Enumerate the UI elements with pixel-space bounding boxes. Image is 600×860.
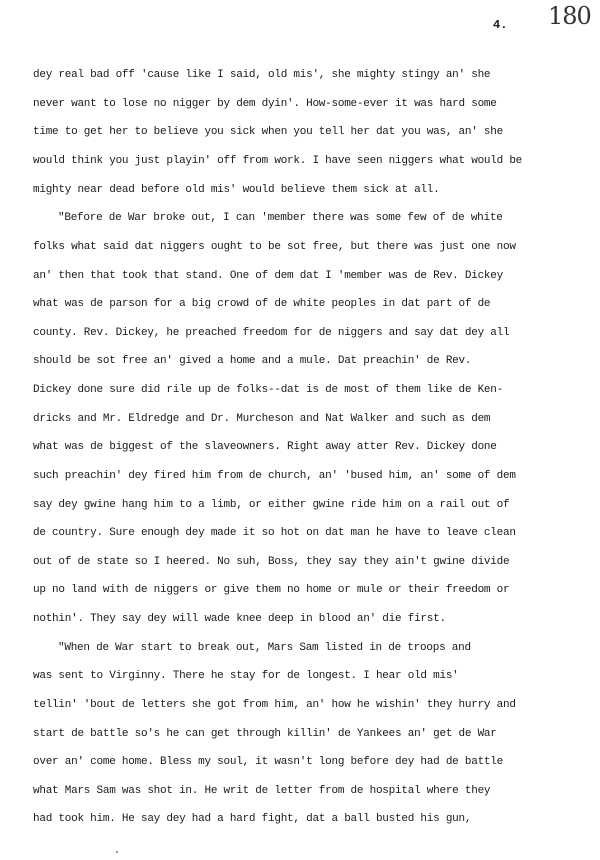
text-line: up no land with de niggers or give them no home or mule or their freedom or <box>33 584 510 596</box>
paper-speck <box>116 851 118 853</box>
text-line: mighty near dead before old mis' would believe them sick at all. <box>33 184 440 196</box>
page-number: 4. <box>493 18 508 32</box>
text-line: had took him. He say dey had a hard fight, dat a ball busted his gun, <box>33 813 472 825</box>
text-line: an' then that took that stand. One of dem dat I 'member was de Rev. Dickey <box>33 270 503 282</box>
text-line: dricks and Mr. Eldredge and Dr. Murcheson and Nat Walker and such as dem <box>33 413 491 425</box>
text-line: what Mars Sam was shot in. He writ de letter from de hospital where they <box>33 785 491 797</box>
text-line: out of de state so I heered. No suh, Boss, they say they ain't gwine divide <box>33 556 510 568</box>
text-line: over an' come home. Bless my soul, it wasn't long before dey had de battle <box>33 756 503 768</box>
text-line: nothin'. They say dey will wade knee deep in blood an' die first. <box>33 613 446 625</box>
text-line: tellin' 'bout de letters she got from him, an' how he wishin' they hurry and <box>33 699 516 711</box>
text-line: would think you just playin' off from work. I have seen niggers what would be <box>33 155 523 167</box>
text-line: folks what said dat niggers ought to be sot free, but there was just one now <box>33 241 516 253</box>
text-line: was sent to Virginny. There he stay for de longest. I hear old mis' <box>33 670 459 682</box>
text-line: such preachin' dey fired him from de church, an' 'bused him, an' some of dem <box>33 470 516 482</box>
text-line: time to get her to believe you sick when you tell her dat you was, an' she <box>33 126 503 138</box>
archive-page-number: 180 <box>548 2 591 30</box>
text-line: what was de parson for a big crowd of de white peoples in dat part of de <box>33 298 491 310</box>
text-line: dey real bad off 'cause like I said, old mis', she mighty stingy an' she <box>33 69 491 81</box>
text-line: county. Rev. Dickey, he preached freedom for de niggers and say dat dey all <box>33 327 510 339</box>
text-line: never want to lose no nigger by dem dyin'. How-some-ever it was hard some <box>33 98 497 110</box>
paragraph-start-line: "Before de War broke out, I can 'member there was some few of de white <box>58 212 503 224</box>
text-line: start de battle so's he can get through killin' de Yankees an' get de War <box>33 728 497 740</box>
text-line: what was de biggest of the slaveowners. Right away atter Rev. Dickey done <box>33 441 497 453</box>
text-line: say dey gwine hang him to a limb, or either gwine ride him on a rail out of <box>33 499 510 511</box>
text-line: should be sot free an' gived a home and a mule. Dat preachin' de Rev. <box>33 355 472 367</box>
text-line: de country. Sure enough dey made it so hot on dat man he have to leave clean <box>33 527 516 539</box>
paragraph-start-line: "When de War start to break out, Mars Sam listed in de troops and <box>58 642 471 654</box>
text-line: Dickey done sure did rile up de folks--dat is de most of them like de Ken- <box>33 384 503 396</box>
